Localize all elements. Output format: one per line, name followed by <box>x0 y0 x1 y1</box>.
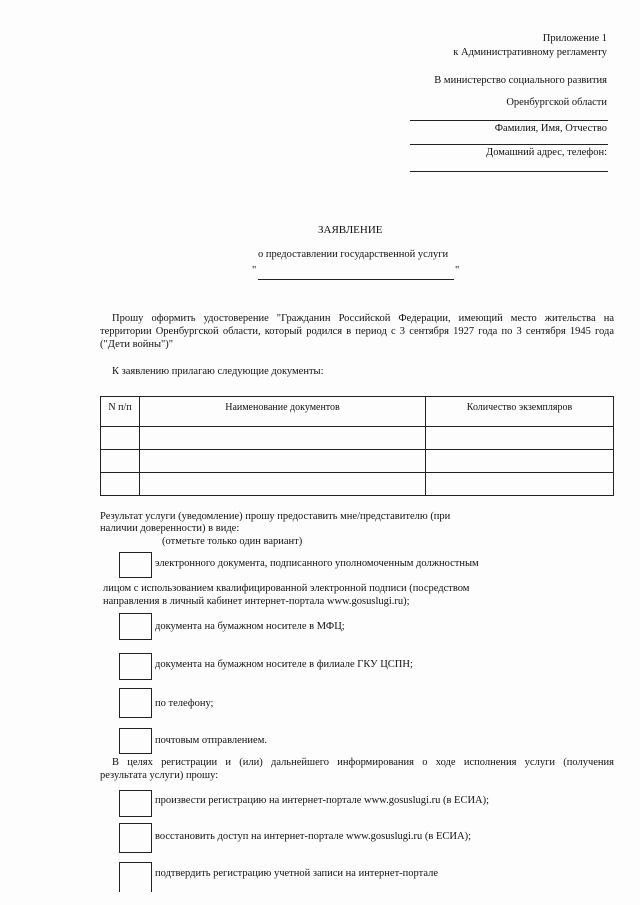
table-cell[interactable] <box>140 450 426 473</box>
checkbox-register[interactable] <box>119 790 152 817</box>
request-line-2: территории Оренбургской области, который родился в период с 3 сентября 1927 года по 3 сентября 1945 года <box>100 326 614 337</box>
appendix-label: Приложение 1 <box>542 33 607 44</box>
fio-label: Фамилия, Имя, Отчество <box>494 123 607 134</box>
address-label: Домашний адрес, телефон: <box>486 147 607 158</box>
checkbox-restore-access[interactable] <box>119 823 152 853</box>
table-cell[interactable] <box>101 473 140 496</box>
table-row[interactable] <box>101 427 614 450</box>
option-restore-access: восстановить доступ на интернет-портале www.gosuslugi.ru (в ЕСИА); <box>155 831 472 842</box>
result-line-1: Результат услуги (уведомление) прошу предоставить мне/представителю (при <box>100 511 451 522</box>
service-name-line[interactable] <box>258 279 454 280</box>
page-title: ЗАЯВЛЕНИЕ <box>318 224 383 236</box>
option-electronic-line-3: направления в личный кабинет интернет-портала www.gosuslugi.ru); <box>103 596 410 607</box>
service-quote-close: " <box>455 265 460 276</box>
ministry-label: В министерство социального развития <box>434 75 607 86</box>
checkbox-paper-mfc[interactable] <box>119 613 152 640</box>
result-hint: (отметьте только один вариант) <box>162 536 303 547</box>
option-phone: по телефону; <box>155 698 214 709</box>
col-number: N п/п <box>101 397 140 427</box>
attachments-label: К заявлению прилагаю следующие документы: <box>112 366 324 377</box>
option-paper-mfc: документа на бумажном носителе в МФЦ; <box>155 621 345 632</box>
option-mail: почтовым отправлением. <box>155 735 267 746</box>
checkbox-confirm-registration[interactable] <box>119 862 152 892</box>
registration-line-2: результата услуги) прошу: <box>100 770 219 781</box>
table-cell[interactable] <box>140 473 426 496</box>
option-electronic-line-1: электронного документа, подписанного уполномоченным должностным <box>155 558 479 569</box>
table-cell[interactable] <box>101 427 140 450</box>
request-line-3: ("Дети войны")" <box>100 339 174 350</box>
region-label: Оренбургской области <box>506 97 607 108</box>
checkbox-mail[interactable] <box>119 728 152 754</box>
option-confirm-registration: подтвердить регистрацию учетной записи на интернет-портале <box>155 868 439 879</box>
table-cell[interactable] <box>426 473 614 496</box>
table-cell[interactable] <box>426 427 614 450</box>
page-subtitle: о предоставлении государственной услуги <box>258 249 449 260</box>
request-line-1: Прошу оформить удостоверение "Гражданин Российской Федерации, имеющий место жительства на <box>112 313 614 324</box>
option-electronic-line-2: лицом с использованием квалифицированной электронной подписи (посредством <box>103 583 470 594</box>
table-row[interactable] <box>101 473 614 496</box>
registration-line-1: В целях регистрации и (или) дальнейшего информирования о ходе исполнения услуги (получения <box>112 757 614 768</box>
checkbox-paper-branch[interactable] <box>119 653 152 680</box>
checkbox-electronic[interactable] <box>119 552 152 578</box>
table-cell[interactable] <box>101 450 140 473</box>
option-paper-branch: документа на бумажном носителе в филиале ГКУ ЦСПН; <box>155 659 413 670</box>
table-row[interactable] <box>101 450 614 473</box>
col-copies: Количество экземпляров <box>426 397 614 427</box>
address-input-line[interactable] <box>410 144 608 145</box>
table-cell[interactable] <box>426 450 614 473</box>
checkbox-phone[interactable] <box>119 688 152 718</box>
option-register: произвести регистрацию на интернет-портале www.gosuslugi.ru (в ЕСИА); <box>155 795 490 806</box>
result-line-2: наличии доверенности) в виде: <box>100 523 240 534</box>
address-input-line-2[interactable] <box>410 171 608 172</box>
col-document-name: Наименование документов <box>140 397 426 427</box>
table-header-row <box>101 397 614 427</box>
table-cell[interactable] <box>140 427 426 450</box>
documents-table <box>100 396 614 496</box>
fio-input-line[interactable] <box>410 120 608 121</box>
service-quote-open: " <box>252 265 257 276</box>
regulation-label: к Административному регламенту <box>453 47 607 58</box>
